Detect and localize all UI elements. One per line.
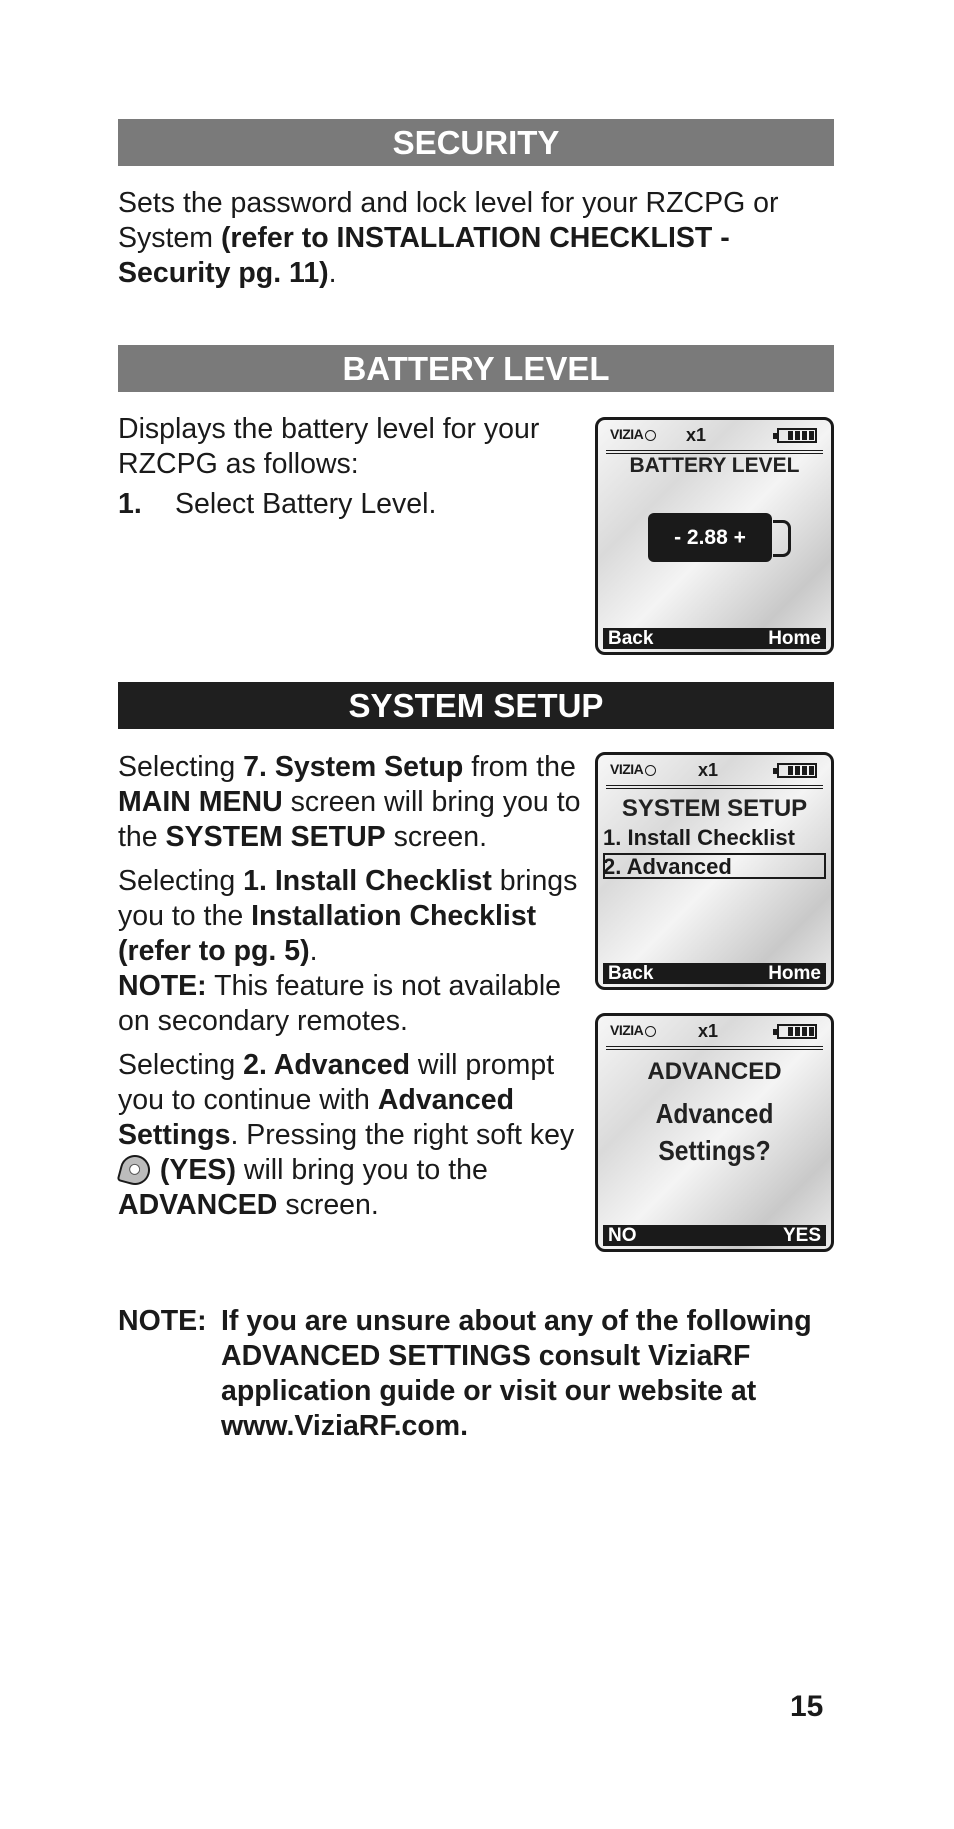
security-text: Sets the password and lock level for your RZCPG or System	[118, 187, 779, 254]
soft-key-bar	[603, 1225, 826, 1246]
system-setup-paragraph-2: Selecting 1. Install Checklist brings you to the Installation Checklist (refer to pg. 5).	[118, 865, 578, 967]
battery-icon	[777, 1024, 817, 1039]
system-setup-paragraph-4: Selecting 2. Advanced will prompt you to continue with Advanced Settings. Pressing the right soft key (YES) will bring you to the ADVANCED screen.	[118, 1049, 575, 1221]
screen-title: ADVANCED	[647, 1058, 782, 1085]
battery-level-value: - 2.88 +	[674, 526, 746, 549]
security-paragraph	[118, 186, 834, 291]
screen-title: BATTERY LEVEL	[629, 454, 800, 477]
x1-indicator: x1	[698, 1021, 719, 1041]
system-setup-note: NOTE: This feature is not available on secondary remotes.	[118, 970, 562, 1037]
vizia-logo: VIZIA	[610, 1022, 656, 1038]
system-setup-text	[118, 750, 588, 1232]
battery-step	[118, 487, 588, 522]
battery-icon	[777, 428, 817, 443]
vizia-logo: VIZIA	[610, 761, 656, 777]
note-text: If you are unsure about any of the following ADVANCED SETTINGS consult ViziaRF application guide or visit our website at www.ViziaRF.com.	[221, 1305, 812, 1442]
battery-intro: Displays the battery level for your RZCPG as follows:	[118, 413, 540, 480]
back-soft-key[interactable]: Back	[608, 963, 654, 984]
header-divider	[606, 785, 823, 789]
security-text-end: .	[328, 257, 337, 289]
soft-key-bar	[603, 963, 826, 984]
advanced-prompt-line-1: Advanced	[655, 1098, 774, 1129]
menu-item-install-checklist[interactable]: 1. Install Checklist	[603, 825, 795, 850]
battery-level-screen	[595, 417, 834, 655]
system-setup-screen	[595, 752, 834, 990]
menu-item-advanced[interactable]: 2. Advanced	[603, 854, 732, 879]
right-soft-key-icon	[117, 1152, 154, 1189]
system-setup-heading: SYSTEM SETUP	[118, 682, 834, 729]
system-setup-paragraph-1: Selecting 7. System Setup from the MAIN MENU screen will bring you to the SYSTEM SETUP screen.	[118, 751, 581, 853]
x1-indicator: x1	[686, 425, 707, 445]
security-reference: (refer to INSTALLATION CHECKLIST - Security pg. 11)	[118, 222, 730, 289]
battery-icon	[777, 763, 817, 778]
battery-level-text	[118, 412, 588, 522]
advanced-screen	[595, 1013, 834, 1252]
header-divider	[606, 1046, 823, 1050]
no-soft-key[interactable]: NO	[608, 1225, 637, 1246]
yes-soft-key[interactable]: YES	[782, 1225, 821, 1246]
note-label: NOTE:	[118, 1305, 207, 1337]
battery-level-graphic	[648, 513, 772, 562]
x1-indicator: x1	[698, 760, 719, 780]
battery-step-number: 1.	[118, 488, 142, 520]
back-soft-key[interactable]: Back	[608, 628, 654, 649]
home-soft-key[interactable]: Home	[768, 963, 821, 984]
home-soft-key[interactable]: Home	[768, 628, 821, 649]
battery-level-heading: BATTERY LEVEL	[118, 345, 834, 392]
screen-title: SYSTEM SETUP	[621, 795, 808, 822]
vizia-logo: VIZIA	[610, 426, 656, 442]
advanced-prompt-line-2: Settings?	[658, 1135, 771, 1166]
security-heading: SECURITY	[118, 119, 834, 166]
page-number: 15	[790, 1690, 824, 1723]
battery-step-text: Select Battery Level.	[175, 488, 437, 520]
soft-key-bar	[603, 628, 826, 649]
